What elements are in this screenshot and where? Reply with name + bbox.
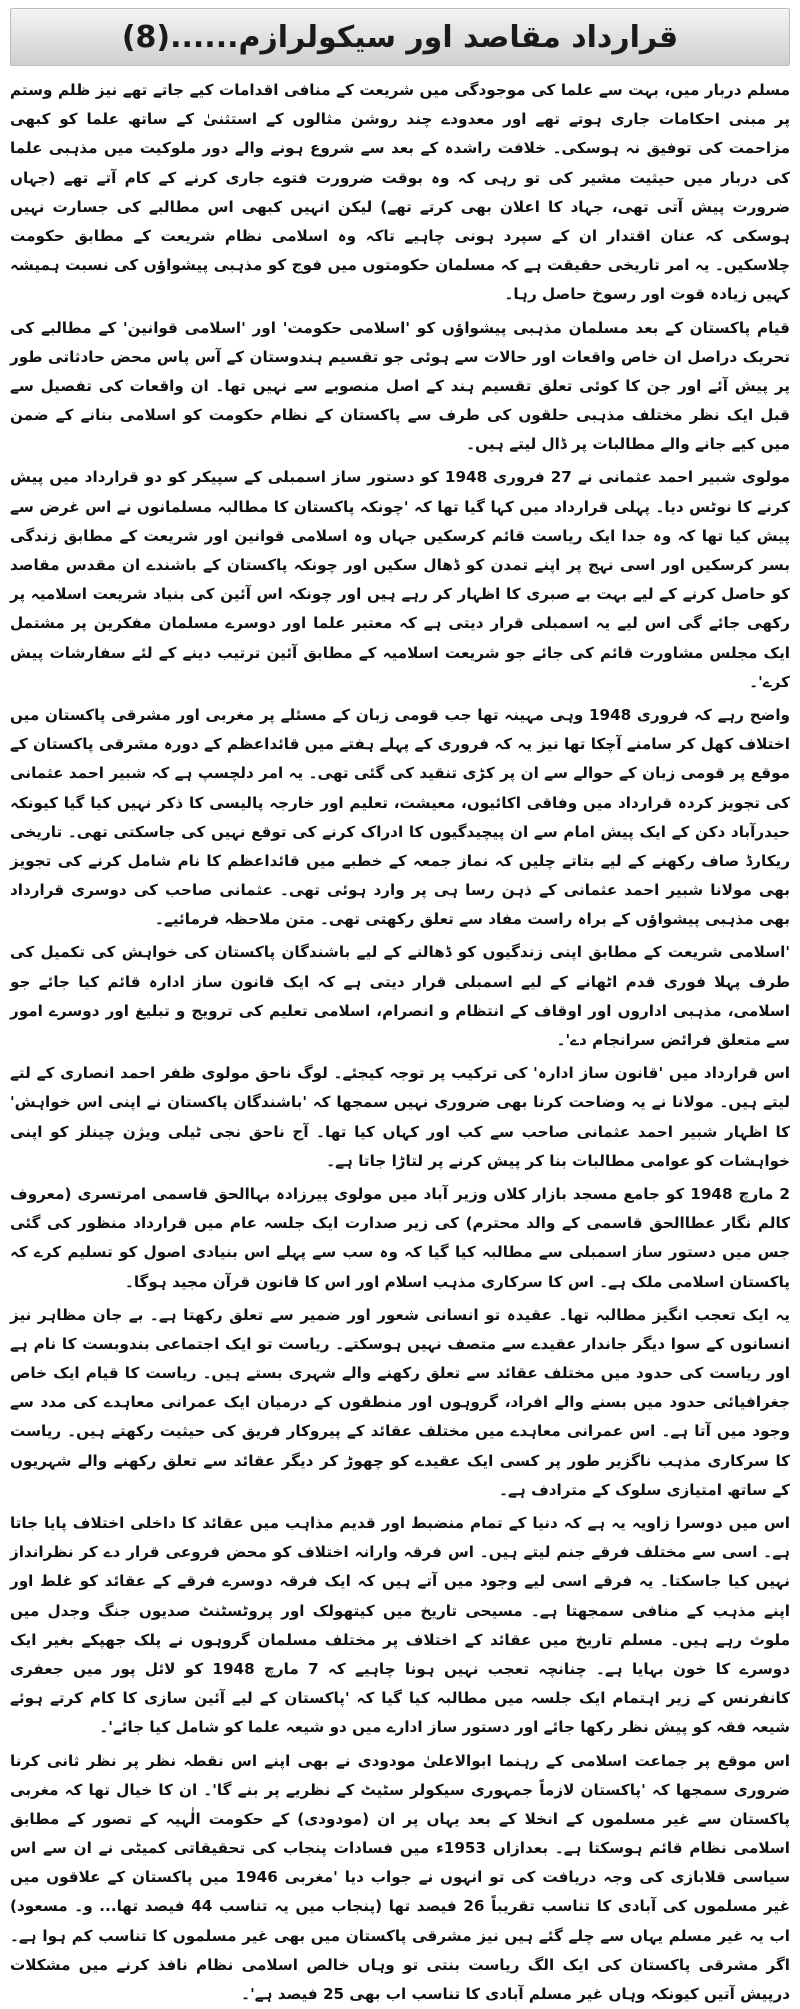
paragraph: اس قرارداد میں 'قانون ساز ادارہ' کی ترکیب پر توجہ کیجئے۔ لوگ ناحق مولوی ظفر احمد انصاری کے لتے لیتے ہیں۔ مولانا نے یہ وضاحت کرنا بھی ضروری نہیں سمجھا کہ 'باشندگان پاکستان نے اپنی اس خواہش' کا اظہار شبیر احمد عثمانی صاحب سے کب اور کہاں کیا تھا۔ آج ناحق نجی ٹیلی ویژن چینلز کو اپنی خواہشات کو عوامی مطالبات بنا کر پیش کرنے پر لتاڑا جاتا ہے۔ bbox=[10, 1059, 790, 1176]
paragraph: مسلم دربار میں، بہت سے علما کی موجودگی میں شریعت کے منافی اقدامات کیے جاتے تھے نیز ظلم وستم پر مبنی احکامات جاری ہوتے تھے اور معدودے چند روشن مثالوں کے استثنیٰ کے ساتھ علما کو کبھی مزاحمت کی توفیق نہ ہوسکی۔ خلافت راشدہ کے بعد سے شروع ہونے والے دور ملوکیت میں مذہبی علما کی دربار میں حیثیت مشیر کی تو رہی کہ وہ بوقت ضرورت فتوے جاری کرنے کے کام آتے تھے (جہاں ضرورت پیش آتی تھی، جہاد کا اعلان بھی کرتے تھے) لیکن انہیں کبھی اس مطالبے کی جسارت نہیں ہوسکی کہ عنان اقتدار ان کے سپرد ہونی چاہیے تاکہ وہ اسلامی نظام شریعت کے مطابق حکومت چلاسکیں۔ یہ امر تاریخی حقیقت ہے کہ مسلمان حکومتوں میں فوج کو مذہبی پیشواؤں کی نسبت ہمیشہ کہیں زیادہ قوت اور رسوخ حاصل رہا۔ bbox=[10, 76, 790, 310]
paragraph: مولوی شبیر احمد عثمانی نے 27 فروری 1948 کو دستور ساز اسمبلی کے سپیکر کو دو قرارداد میں پیش کرنے کا نوٹس دیا۔ پہلی قرارداد میں کہا گیا تھا کہ 'چونکہ پاکستان کا مطالبہ مسلمانوں نے اس غرض سے پیش کیا تھا کہ وہ جدا ایک ریاست قائم کرسکیں جہاں وہ اسلامی قوانین اور شریعت کے مطابق زندگی بسر کرسکیں اور اسی نہج پر اپنے تمدن کو ڈھال سکیں اور چونکہ پاکستان کے باشندے ان مقدس مقاصد کو حاصل کرنے کے لیے بہت بے صبری کا اظہار کر رہے ہیں اور چونکہ اس آئین کی بنیاد شریعت اسلامیہ پر رکھی جائے گی اس لیے یہ اسمبلی قرار دیتی ہے کہ معتبر علما اور دوسرے مسلمان مفکرین پر مشتمل ایک مجلس مشاورت قائم کی جائے جو شریعت اسلامیہ کے مطابق آئین ترتیب دینے کے لئے سفارشات پیش کرے'۔ bbox=[10, 463, 790, 697]
article-title: قرارداد مقاصد اور سیکولرازم......(8) bbox=[122, 20, 678, 55]
paragraph: اس میں دوسرا زاویہ یہ ہے کہ دنیا کے تمام منضبط اور قدیم مذاہب میں عقائد کا داخلی اختلاف پایا جاتا ہے۔ اسی سے مختلف فرقے جنم لیتے ہیں۔ اس فرقہ وارانہ اختلاف کو محض فروعی قرار دے کر نظرانداز نہیں کیا جاسکتا۔ یہ فرقے اسی لیے وجود میں آتے ہیں کہ ایک فرقہ دوسرے فرقے کے عقائد کو غلط اور اپنے مذہب کے منافی سمجھتا ہے۔ مسیحی تاریخ میں کیتھولک اور پروٹسٹنٹ صدیوں جنگ وجدل میں ملوث رہے ہیں۔ مسلم تاریخ میں عقائد کے اختلاف پر مختلف مسلمان گروہوں نے پلک جھپکے بغیر ایک دوسرے کا خون بہایا ہے۔ چنانچہ تعجب نہیں ہونا چاہیے کہ 7 مارچ 1948 کو لائل پور میں جعفری کانفرنس کے زیر اہتمام ایک جلسہ میں مطالبہ کیا گیا کہ 'پاکستان کے لیے آئین سازی کا کام کرتے ہوئے شیعہ فقہ کو پیش نظر رکھا جائے اور دستور ساز ادارے میں دو شیعہ علما کو شامل کیا جائے'۔ bbox=[10, 1509, 790, 1743]
paragraph: قیام پاکستان کے بعد مسلمان مذہبی پیشواؤں کو 'اسلامی حکومت' اور 'اسلامی قوانین' کے مطالبے کی تحریک دراصل ان خاص واقعات اور حالات سے ہوئی جو تقسیم ہندوستان کے آس پاس محض حادثاتی طور پر پیش آئے اور جن کا کوئی تعلق تقسیم ہند کے اصل منصوبے سے نہیں تھا۔ ان واقعات کی تفصیل سے قبل ایک نظر مختلف مذہبی حلقوں کی طرف سے پاکستان کے نظام حکومت کو اسلامی بنانے کے ضمن میں کیے جانے والے مطالبات پر ڈال لیتے ہیں۔ bbox=[10, 314, 790, 460]
paragraph: واضح رہے کہ فروری 1948 وہی مہینہ تھا جب قومی زبان کے مسئلے پر مغربی اور مشرقی پاکستان میں اختلاف کھل کر سامنے آچکا تھا نیز یہ کہ فروری کے پہلے ہفتے میں قائداعظم کے دورہ مشرقی پاکستان کے موقع پر قومی زبان کے حوالے سے ان پر کڑی تنقید کی گئی تھی۔ یہ امر دلچسپ ہے کہ شبیر احمد عثمانی کی تجویز کردہ قرارداد میں وفاقی اکائیوں، معیشت، تعلیم اور خارجہ پالیسی کا ذکر نہیں کیا گیا کیونکہ حیدرآباد دکن کے ایک پیش امام سے ان پیچیدگیوں کا ادراک کرنے کی توقع نہیں کی جاسکتی تھی۔ تاریخی ریکارڈ صاف رکھنے کے لیے بتاتے چلیں کہ نماز جمعہ کے خطبے میں قائداعظم کا نام شامل کرنے کی تجویز بھی مولانا شبیر احمد عثمانی کے ذہن رسا ہی پر وارد ہوئی تھی۔ عثمانی صاحب کی دوسری قرارداد بھی مذہبی پیشواؤں کے براہ راست مفاد سے تعلق رکھتی تھی۔ متن ملاحظہ فرمائیے۔ bbox=[10, 701, 790, 935]
article-body bbox=[10, 76, 790, 2009]
paragraph: 'اسلامی شریعت کے مطابق اپنی زندگیوں کو ڈھالنے کے لیے باشندگان پاکستان کی خواہش کی تکمیل کی طرف پہلا فوری قدم اٹھانے کے لیے اسمبلی قرار دیتی ہے کہ ایک قانون ساز ادارہ قائم کیا جائے جو اسلامی، مذہبی اداروں اور اوقاف کے انتظام و انصرام، اسلامی تعلیم کی ترویج و تبلیغ اور دوسرے امور سے متعلق فرائض سرانجام دے'۔ bbox=[10, 938, 790, 1055]
paragraph: یہ ایک تعجب انگیز مطالبہ تھا۔ عقیدہ تو انسانی شعور اور ضمیر سے تعلق رکھتا ہے۔ بے جان مظاہر نیز انسانوں کے سوا دیگر جاندار عقیدے سے متصف نہیں ہوسکتے۔ ریاست تو ایک اجتماعی بندوبست کا نام ہے اور ریاست کی حدود میں مختلف عقائد سے تعلق رکھنے والے شہری بستے ہیں۔ ریاست کا قیام ایک خاص جغرافیائی حدود میں بسنے والے افراد، گروہوں اور منطقوں کے درمیان ایک عمرانی معاہدے کی مدد سے وجود میں آتا ہے۔ اس عمرانی معاہدے میں مختلف عقائد کے پیروکار فریق کی حیثیت رکھتے ہیں۔ ریاست کا سرکاری مذہب ناگزیر طور پر کسی ایک عقیدے کو چھوڑ کر دیگر عقائد سے تعلق رکھنے والے شہریوں کے ساتھ امتیازی سلوک کے مترادف ہے۔ bbox=[10, 1301, 790, 1505]
paragraph: اس موقع پر جماعت اسلامی کے رہنما ابوالاعلیٰ مودودی نے بھی اپنے اس نقطہ نظر پر نظر ثانی کرنا ضروری سمجھا کہ 'پاکستان لازماً جمہوری سیکولر سٹیٹ کے نظریے پر بنے گا'۔ ان کا خیال تھا کہ مغربی پاکستان سے غیر مسلموں کے انخلا کے بعد یہاں پر ان (مودودی) کے حکومت الٰہیہ کے تصور کے مطابق اسلامی نظام قائم ہوسکتا ہے۔ بعدازاں 1953ء میں فسادات پنجاب کی تحقیقاتی کمیٹی نے ان سے اس سیاسی قلابازی کی وجہ دریافت کی تو انہوں نے جواب دیا 'مغربی 1946 میں پاکستان کے علاقوں میں غیر مسلموں کی آبادی کا تناسب تقریباً 26 فیصد تھا (پنجاب میں یہ تناسب 44 فیصد تھا... و۔ مسعود) اب یہ غیر مسلم یہاں سے چلے گئے ہیں نیز مشرقی پاکستان میں بھی غیر مسلموں کا تناسب کم ہوا ہے۔ اگر مشرقی پاکستان کی ایک الگ ریاست بنتی تو وہاں خالص اسلامی نظام نافذ کرنے میں مشکلات درپیش آتیں کیونکہ وہاں غیر مسلم آبادی کا تناسب اب بھی 25 فیصد ہے'۔ bbox=[10, 1747, 790, 2009]
title-banner bbox=[10, 8, 790, 66]
paragraph: 2 مارچ 1948 کو جامع مسجد بازار کلاں وزیر آباد میں مولوی پیرزادہ بہاالحق قاسمی امرتسری (معروف کالم نگار عطاالحق قاسمی کے والد محترم) کی زیر صدارت ایک جلسہ عام میں قرارداد منظور کی گئی جس میں دستور ساز اسمبلی سے مطالبہ کیا گیا کہ وہ سب سے پہلے اس بنیادی اصول کو تسلیم کرے کہ پاکستان اسلامی ملک ہے۔ اس کا سرکاری مذہب اسلام اور اس کا قانون قرآن مجید ہوگا۔ bbox=[10, 1180, 790, 1297]
